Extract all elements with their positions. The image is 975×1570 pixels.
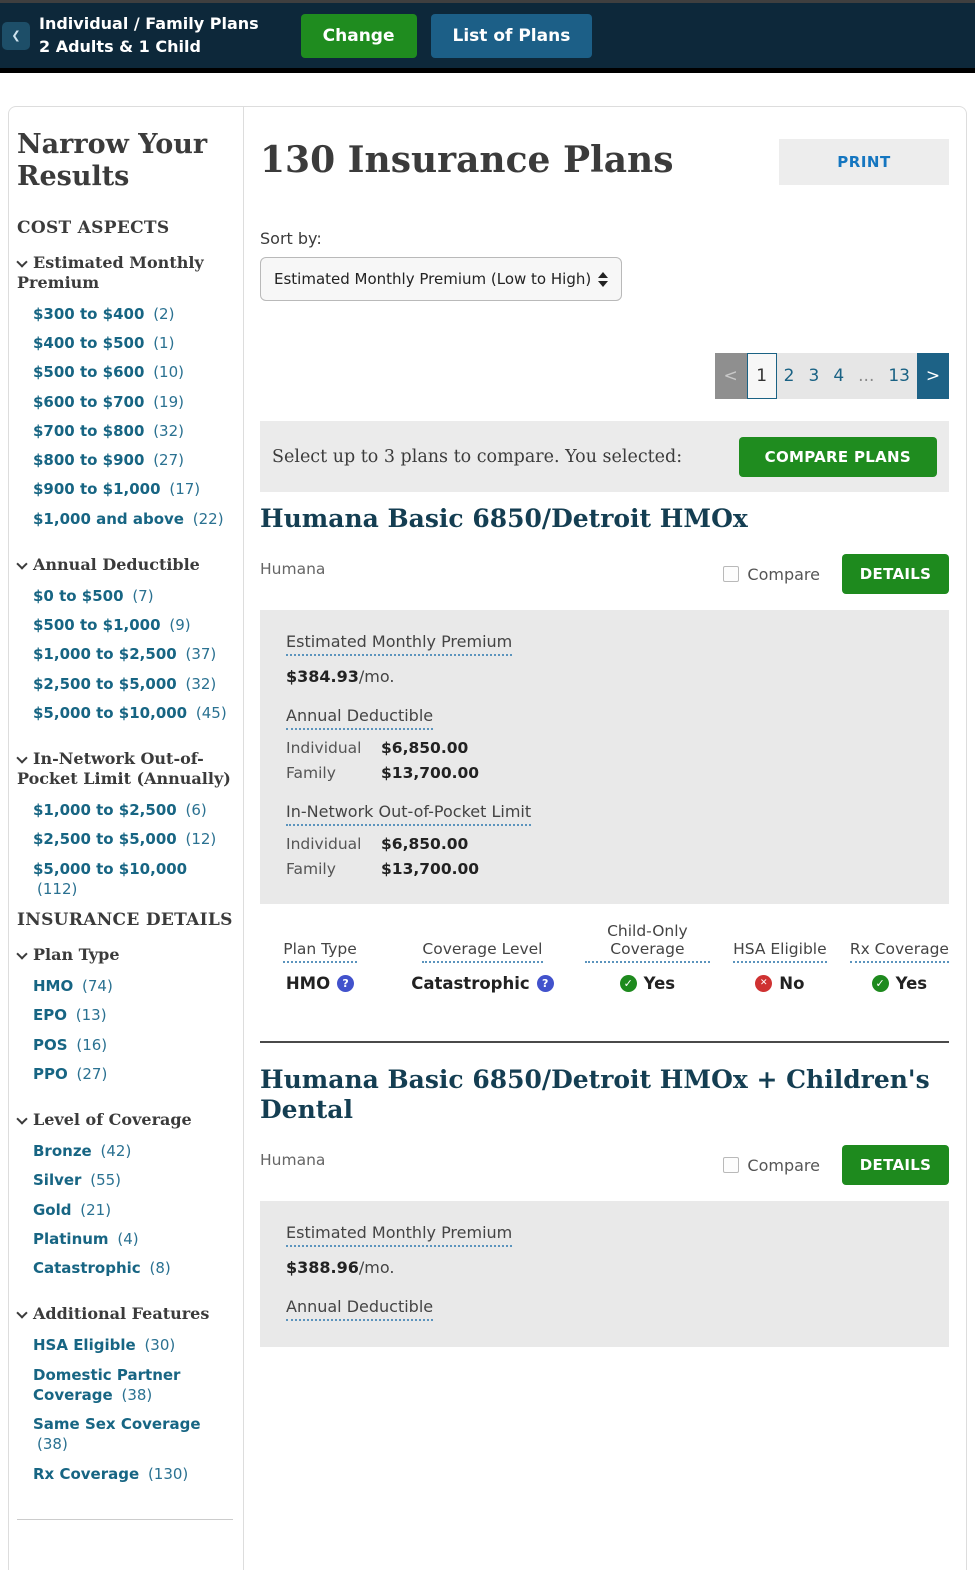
sidebar-divider (17, 1519, 233, 1520)
plan-list (260, 504, 949, 1347)
filter-option (33, 615, 233, 635)
plan-feature (850, 922, 949, 993)
filter-count: (55) (90, 1171, 122, 1190)
filter-count: (7) (132, 586, 154, 605)
filter-link[interactable]: $0 to $500 (33, 586, 124, 605)
filter-count: (38) (37, 1435, 68, 1454)
compare-plans-button[interactable]: COMPARE PLANS (739, 437, 937, 477)
filter-count: (4) (117, 1229, 139, 1248)
premium-term[interactable]: Estimated Monthly Premium (286, 632, 512, 656)
filter-count: (32) (153, 421, 184, 440)
filter-count: (37) (185, 645, 217, 664)
filter-count: (10) (153, 363, 184, 382)
filter-count: (21) (80, 1200, 112, 1219)
page-link[interactable]: 4 (833, 366, 845, 386)
filter-link[interactable]: $600 to $700 (33, 392, 145, 411)
filter-count: (42) (100, 1142, 132, 1161)
filter-count: (16) (76, 1035, 108, 1054)
filter-link[interactable]: Catastrophic (33, 1259, 141, 1278)
filter-link[interactable]: $900 to $1,000 (33, 480, 161, 499)
feature-term[interactable]: HSA Eligible (733, 940, 827, 963)
row-value: $13,700.00 (381, 764, 480, 782)
filter-option (33, 421, 233, 441)
plan-feature (387, 922, 577, 993)
filter-count: (27) (153, 451, 184, 470)
feature-term[interactable]: Rx Coverage (850, 940, 949, 963)
filter-link[interactable]: HMO (33, 977, 74, 996)
filter-option (33, 479, 233, 499)
filter-link[interactable]: $5,000 to $10,000 (33, 703, 188, 722)
top-context-bar (0, 3, 975, 73)
deductible-row (286, 739, 923, 757)
plan-feature (717, 922, 842, 993)
filter-group (17, 749, 233, 910)
filter-link[interactable]: $1,000 to $2,500 (33, 801, 177, 820)
filter-option (33, 674, 233, 694)
filter-link[interactable]: $500 to $1,000 (33, 616, 161, 635)
filter-option (33, 450, 233, 470)
pagination-pages (747, 353, 917, 399)
filter-group-title: Plan Type (33, 945, 120, 965)
oop-term[interactable]: In-Network Out-of-Pocket Limit (286, 802, 531, 826)
compare-option (723, 1156, 820, 1175)
compare-checkbox-label: Compare (747, 564, 820, 584)
filter-sidebar (9, 107, 244, 1570)
filter-option (33, 362, 233, 382)
details-button[interactable]: DETAILS (842, 554, 949, 594)
results-main (244, 107, 966, 1570)
results-count-title: 130 Insurance Plans (260, 139, 674, 181)
filter-option (33, 1258, 233, 1278)
filter-count: (8) (149, 1259, 171, 1278)
filter-option (33, 976, 233, 996)
filter-link[interactable]: Platinum (33, 1229, 109, 1248)
filter-options (17, 976, 233, 1095)
filter-count: (27) (76, 1064, 108, 1083)
pagination-next[interactable]: > (917, 353, 949, 399)
select-arrows-icon (598, 272, 608, 287)
plan-carrier: Humana (260, 1151, 326, 1169)
filter-count: (1) (153, 334, 175, 353)
chevron-down-icon (16, 1113, 27, 1124)
feature-term[interactable]: Coverage Level (422, 940, 542, 963)
page-link[interactable]: 2 (783, 366, 795, 386)
feature-value: Yes (895, 974, 928, 993)
plan-card (260, 504, 949, 1015)
pagination-prev[interactable]: < (715, 353, 747, 399)
premium-value: $384.93 (286, 667, 359, 686)
deductible-section-partial (286, 1297, 923, 1321)
filter-group-title: Level of Coverage (33, 1110, 192, 1130)
compare-checkbox[interactable] (723, 566, 739, 582)
deductible-term[interactable]: Annual Deductible (286, 706, 433, 730)
page-link[interactable]: 3 (808, 366, 820, 386)
plan-feature (260, 922, 380, 993)
feature-value: Catastrophic (411, 974, 530, 993)
list-of-plans-button[interactable]: List of Plans (431, 14, 593, 58)
filter-link[interactable]: $500 to $600 (33, 363, 145, 382)
status-icon (755, 975, 772, 992)
filter-option (33, 392, 233, 412)
filter-section (17, 218, 233, 910)
filter-link[interactable]: Silver (33, 1171, 82, 1190)
row-label: Individual (286, 835, 362, 853)
filter-count: (6) (185, 801, 207, 820)
plan-features (260, 922, 949, 1015)
feature-term[interactable]: Plan Type (283, 940, 357, 963)
filter-option (33, 703, 233, 723)
filter-link[interactable]: $400 to $500 (33, 334, 145, 353)
filter-group (17, 1304, 233, 1495)
filter-section-heading: INSURANCE DETAILS (17, 910, 233, 931)
filter-option (33, 1141, 233, 1161)
chevron-left-icon: ❮ (11, 29, 21, 42)
compare-checkbox-label: Compare (747, 1155, 820, 1175)
filter-link[interactable]: Same Sex Coverage (33, 1415, 201, 1434)
row-value: $6,850.00 (381, 739, 469, 757)
filter-section-heading: COST ASPECTS (17, 217, 170, 238)
plan-cost-panel (260, 610, 949, 904)
feature-value: No (779, 974, 805, 993)
filter-option (33, 859, 233, 900)
filter-options (17, 1141, 233, 1289)
filter-options (17, 1335, 233, 1495)
filter-group (17, 945, 233, 1095)
filter-option (33, 333, 233, 353)
premium-amount (286, 667, 923, 686)
filter-group-toggle[interactable] (17, 945, 233, 965)
feature-term[interactable]: Child-Only Coverage (585, 922, 710, 963)
plan-title: Humana Basic 6850/Detroit HMOx + Children's Dental (260, 1065, 930, 1124)
filter-option (33, 1005, 233, 1025)
pagination (715, 353, 949, 399)
plan-cost-panel (260, 1201, 949, 1347)
chevron-down-icon (16, 558, 27, 569)
filter-link[interactable]: $300 to $400 (33, 304, 145, 323)
row-label: Family (286, 860, 336, 878)
filter-option (33, 1064, 233, 1084)
premium-amount (286, 1258, 923, 1277)
filter-option (33, 1229, 233, 1249)
filter-option (33, 1464, 233, 1484)
filter-link[interactable]: $2,500 to $5,000 (33, 674, 177, 693)
premium-suffix: /mo. (358, 667, 395, 686)
plan-title: Humana Basic 6850/Detroit HMOx (260, 504, 748, 533)
page-link[interactable]: 1 (747, 353, 777, 399)
details-button[interactable]: DETAILS (842, 1145, 949, 1185)
sort-label: Sort by: (260, 229, 322, 248)
filter-link[interactable]: $800 to $900 (33, 451, 145, 470)
premium-value: $388.96 (286, 1258, 359, 1277)
filter-group (17, 253, 233, 540)
filter-count: (2) (153, 304, 175, 323)
deductible-row (286, 764, 923, 782)
filter-link[interactable]: Domestic Partner Coverage (33, 1365, 181, 1404)
print-button[interactable]: PRINT (779, 139, 949, 185)
filter-group (17, 1110, 233, 1289)
filter-count: (22) (192, 509, 224, 528)
compare-option (723, 565, 820, 584)
filter-link[interactable]: PPO (33, 1064, 68, 1083)
premium-term[interactable]: Estimated Monthly Premium (286, 1223, 512, 1247)
change-button[interactable]: Change (301, 14, 417, 58)
filter-count: (12) (185, 830, 217, 849)
row-value: $6,850.00 (381, 835, 469, 853)
filter-option (33, 829, 233, 849)
context-line1: Individual / Family Plans (39, 14, 259, 34)
filter-group-title: Additional Features (33, 1304, 210, 1324)
compare-bar (260, 421, 949, 492)
sidebar-title: Narrow Your Results (17, 129, 208, 193)
deductible-term[interactable]: Annual Deductible (286, 1297, 433, 1321)
help-icon[interactable] (337, 975, 354, 992)
filter-options (17, 586, 233, 734)
plan-carrier: Humana (260, 560, 326, 578)
deductible-section (286, 706, 923, 782)
feature-value: Yes (643, 974, 676, 993)
filter-link[interactable]: POS (33, 1035, 68, 1054)
oop-row (286, 860, 923, 878)
filter-count: (32) (185, 674, 217, 693)
filter-option (33, 644, 233, 664)
oop-row (286, 835, 923, 853)
filter-group-toggle[interactable] (17, 1304, 233, 1324)
row-value: $13,700.00 (381, 860, 480, 878)
page-link: ... (858, 366, 875, 386)
filter-count: (13) (75, 1006, 107, 1025)
row-label: Individual (286, 739, 362, 757)
row-label: Family (286, 764, 336, 782)
filter-link[interactable]: HSA Eligible (33, 1336, 136, 1355)
filter-option (33, 509, 233, 529)
filter-group-title: In-Network Out-of-Pocket Limit (Annually) (17, 749, 231, 789)
filter-option (33, 1335, 233, 1355)
filter-options (17, 304, 233, 540)
filter-count: (38) (121, 1385, 153, 1404)
filter-link[interactable]: Rx Coverage (33, 1464, 140, 1483)
feature-value: HMO (285, 974, 331, 993)
premium-suffix: /mo. (358, 1258, 395, 1277)
filter-count: (112) (37, 879, 78, 898)
oop-section (286, 802, 923, 878)
filter-group-toggle[interactable] (17, 555, 233, 575)
sort-select[interactable] (260, 257, 622, 301)
context-line2: 2 Adults & 1 Child (39, 36, 201, 56)
filter-count: (19) (153, 392, 184, 411)
filter-link[interactable]: $5,000 to $10,000 (33, 859, 188, 878)
filter-option (33, 304, 233, 324)
chevron-down-icon (16, 948, 27, 959)
results-card (8, 106, 967, 1570)
chevron-down-icon (16, 256, 27, 267)
filter-option (33, 1170, 233, 1190)
filter-option (33, 586, 233, 606)
sort-selected-value: Estimated Monthly Premium (Low to High) (274, 270, 592, 288)
filter-option (33, 1414, 233, 1455)
filter-option (33, 1035, 233, 1055)
filter-group-title: Estimated Monthly Premium (17, 252, 204, 292)
chevron-down-icon (16, 752, 27, 763)
filter-link[interactable]: $1,000 to $2,500 (33, 645, 177, 664)
coverage-context (39, 13, 259, 58)
back-button[interactable] (2, 22, 30, 50)
filter-count: (45) (195, 703, 227, 722)
filter-count: (17) (169, 480, 201, 499)
filter-group-toggle[interactable] (17, 253, 233, 293)
status-icon (872, 975, 889, 992)
filter-link[interactable]: Gold (33, 1200, 72, 1219)
filter-group-toggle[interactable] (17, 749, 233, 789)
filter-options (17, 800, 233, 910)
filter-section (17, 910, 233, 1495)
filter-option (33, 800, 233, 820)
filter-link[interactable]: Bronze (33, 1142, 92, 1161)
compare-message: Select up to 3 plans to compare. You selected: (272, 446, 683, 467)
plan-feature (585, 922, 710, 993)
compare-checkbox[interactable] (723, 1157, 739, 1173)
filter-option (33, 1200, 233, 1220)
filter-option (33, 1365, 233, 1406)
filter-count: (130) (147, 1464, 189, 1483)
status-icon (620, 975, 637, 992)
help-icon[interactable] (537, 975, 554, 992)
filter-group-title: Annual Deductible (33, 554, 200, 574)
filter-link[interactable]: EPO (33, 1006, 67, 1025)
filter-count: (9) (169, 616, 191, 635)
filter-count: (30) (144, 1336, 176, 1355)
plan-card (260, 1041, 949, 1347)
filter-count: (74) (82, 977, 113, 996)
filter-link[interactable]: $2,500 to $5,000 (33, 830, 177, 849)
filter-group (17, 555, 233, 734)
chevron-down-icon (16, 1308, 27, 1319)
page-link[interactable]: 13 (888, 366, 910, 386)
filter-sections (17, 218, 233, 1495)
filter-link[interactable]: $700 to $800 (33, 421, 145, 440)
filter-link[interactable]: $1,000 and above (33, 509, 184, 528)
filter-group-toggle[interactable] (17, 1110, 233, 1130)
